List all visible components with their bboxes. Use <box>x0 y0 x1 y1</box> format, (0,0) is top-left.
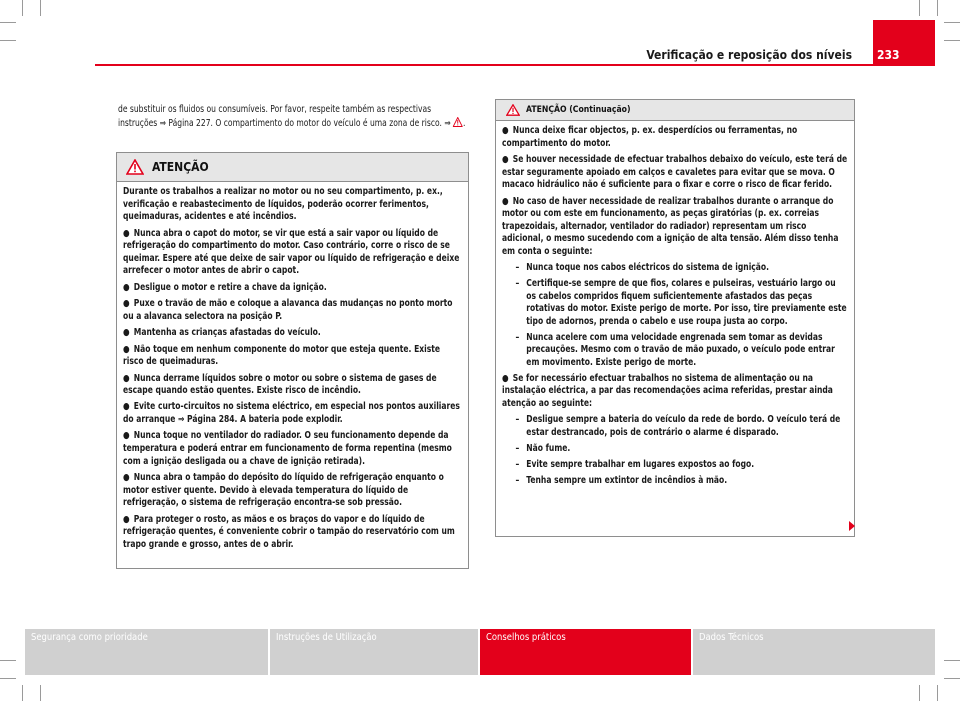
next-page-arrow-icon <box>849 521 855 531</box>
crop-mark <box>944 678 960 679</box>
crop-mark <box>22 685 23 701</box>
list-item: ● Evite curto-circuitos no sistema eléctrico, em especial nos pontos auxiliares do arranque ⇒ Página 284. A bateria pode explodir. <box>123 401 460 426</box>
list-item: ● Se houver necessidade de efectuar trabalhos debaixo do veículo, este terá de estar seguramente apoiado em calços e cavaletes para evitar que se mova. O macaco hidráulico não é suficiente para o fixar e corre o risco de ficar ferido. <box>502 153 848 191</box>
crop-mark <box>0 40 16 41</box>
list-item: ● Nunca toque no ventilador do radiador. O seu funcionamento depende da temperatura e poderá entrar em funcionamento de forma repentina (mesmo com a ignição desligada ou a chave de ignição retirada). <box>123 430 452 467</box>
sub-list-item: – Não fume. <box>515 442 571 454</box>
warning-triangle-icon <box>126 159 144 175</box>
bullet-icon: ● <box>123 281 130 293</box>
list-item: ● Se for necessário efectuar trabalhos no sistema de alimentação ou na instalação eléctrica, a par das recomendações acima referidas, prestar ainda atenção ao seguinte: <box>502 372 833 410</box>
bullet-icon: ● <box>123 298 130 310</box>
warning-text <box>123 186 462 551</box>
crop-mark <box>0 22 16 23</box>
crop-mark <box>944 40 960 41</box>
crop-mark <box>937 0 938 16</box>
sub-list-item: – Desligue sempre a bateria do veículo da rede de bordo. O veículo terá de estar destrancado, pois de contrário o alarme é disparado. <box>515 414 841 438</box>
crop-mark <box>919 685 920 701</box>
crop-mark <box>944 22 960 23</box>
sub-list-item: – Tenha sempre um extintor de incêndios à mão. <box>515 474 728 486</box>
warning-box <box>116 152 469 569</box>
crop-mark <box>937 685 938 701</box>
warning-body <box>496 121 854 487</box>
bullet-icon: ● <box>123 513 130 525</box>
crop-mark <box>22 0 23 16</box>
crop-mark <box>0 660 16 661</box>
warning-triangle-icon <box>506 104 520 116</box>
footer-tab-practical-advice[interactable]: Conselhos práticos <box>480 629 691 675</box>
intro-tail: . <box>463 117 466 129</box>
warning-title: ATENÇÃO (Continuação) <box>526 105 631 115</box>
list-item: ● Nunca abra o capot do motor, se vir que está a sair vapor ou líquido de refrigeração do compartimento do motor. Caso contrário, corre o risco de se queimar. Espere até que deixe de sair vapor ou líquido de refrigeração e deixe arrefecer o motor antes de abrir o capot. <box>123 227 460 277</box>
header-rule <box>95 64 876 66</box>
bullet-icon: ● <box>123 227 130 239</box>
crop-mark <box>919 0 920 16</box>
warning-header <box>496 100 854 121</box>
list-item: ● Puxe o travão de mão e coloque a alavanca das mudanças no ponto morto ou a alavanca selectora na posição P. <box>123 298 453 322</box>
warning-box-continuation <box>495 99 855 537</box>
warning-triangle-icon <box>453 117 466 129</box>
intro-paragraph <box>118 103 467 130</box>
bullet-icon: ● <box>123 401 130 413</box>
crop-mark <box>40 685 41 701</box>
list-item: ● Desligue o motor e retire a chave da ignição. <box>123 281 327 293</box>
sub-list-item: – Nunca toque nos cabos eléctricos do sistema de ignição. <box>515 261 770 273</box>
crop-mark <box>40 0 41 16</box>
bullet-icon: ● <box>502 125 509 136</box>
footer-tab-instructions[interactable]: Instruções de Utilização <box>270 629 478 675</box>
warning-title: ATENÇÃO <box>152 160 209 174</box>
list-item: ● Nunca deixe ficar objectos, p. ex. desperdícios ou ferramentas, no compartimento do motor. <box>502 125 798 149</box>
warning-header <box>117 153 468 182</box>
bullet-icon: ● <box>123 430 130 442</box>
list-item: ● Para proteger o rosto, as mãos e os braços do vapor e do líquido de refrigeração quentes, é conveniente cobrir o tampão do reservatório com um trapo grande e grosso, antes de o abrir. <box>123 513 455 550</box>
list-item: ● Nunca derrame líquidos sobre o motor ou sobre o sistema de gases de escape quando estão quentes. Existe risco de incêndio. <box>123 372 437 397</box>
list-item: ● Mantenha as crianças afastadas do veículo. <box>123 327 321 339</box>
warning-body <box>117 182 468 551</box>
list-item: ● Não toque em nenhum componente do motor que esteja quente. Existe risco de queimaduras. <box>123 343 441 368</box>
warning-text <box>502 125 848 487</box>
bullet-icon: ● <box>123 343 130 355</box>
list-item: ● Nunca abra o tampão do depósito do líquido de refrigeração enquanto o motor estiver quente. Devido à elevada temperatura do líquido de refrigeração, o sistema de refrigeração encontra-se sob pressão. <box>123 472 444 509</box>
sub-list <box>502 262 848 370</box>
page-number: 233 <box>877 48 900 62</box>
sub-list-item: – Nunca acelere com uma velocidade engrenada sem tomar as devidas precauções. Mesmo com o travão de mão puxado, o veículo pode entrar em movimento. Existe perigo de morte. <box>515 331 835 368</box>
bullet-icon: ● <box>502 372 509 384</box>
list-item: ● No caso de haver necessidade de realizar trabalhos durante o arranque do motor ou com este em funcionamento, as peças giratórias (p. ex. correias trapezoidais, alternador, ventilador do radiador) representam um risco adicional, o mesmo sucedendo com a ignição de alta tensão. Além disso tenha em conta o seguinte: <box>502 195 839 257</box>
bullet-icon: ● <box>123 327 130 339</box>
bullet-icon: ● <box>123 372 130 384</box>
bullet-icon: ● <box>502 153 509 165</box>
footer-tab-safety[interactable]: Segurança como prioridade <box>25 629 268 675</box>
bullet-icon: ● <box>502 195 509 207</box>
intro-text: de substituir os fluidos ou consumíveis. Por favor, respeite também as respectivas instruções ⇒ Página 227. O compartimento do motor do veículo é uma zona de risco. ⇒ <box>118 104 451 129</box>
bullet-icon: ● <box>123 472 130 484</box>
footer-tab-technical-data[interactable]: Dados Técnicos <box>693 629 935 675</box>
warning-intro: Durante os trabalhos a realizar no motor ou no seu compartimento, p. ex., verificação e reabastecimento de líquidos, poderão ocorrer ferimentos, queimaduras, acidentes e até incêndios. <box>123 186 443 223</box>
section-title: Verificação e reposição dos níveis <box>646 48 852 62</box>
sub-list-item: – Certifique-se sempre de que fios, colares e pulseiras, vestuário largo ou os cabelos compridos fiquem suficientemente afastados das peças rotativas do motor. Existe perigo de morte. Por isso, tire previamente este tipo de adornos, prenda o cabelo e use roupa justa ao corpo. <box>515 277 847 327</box>
sub-list-item: – Evite sempre trabalhar em lugares expostos ao fogo. <box>515 458 755 470</box>
crop-mark <box>944 660 960 661</box>
crop-mark <box>0 678 16 679</box>
sub-list <box>502 414 848 487</box>
